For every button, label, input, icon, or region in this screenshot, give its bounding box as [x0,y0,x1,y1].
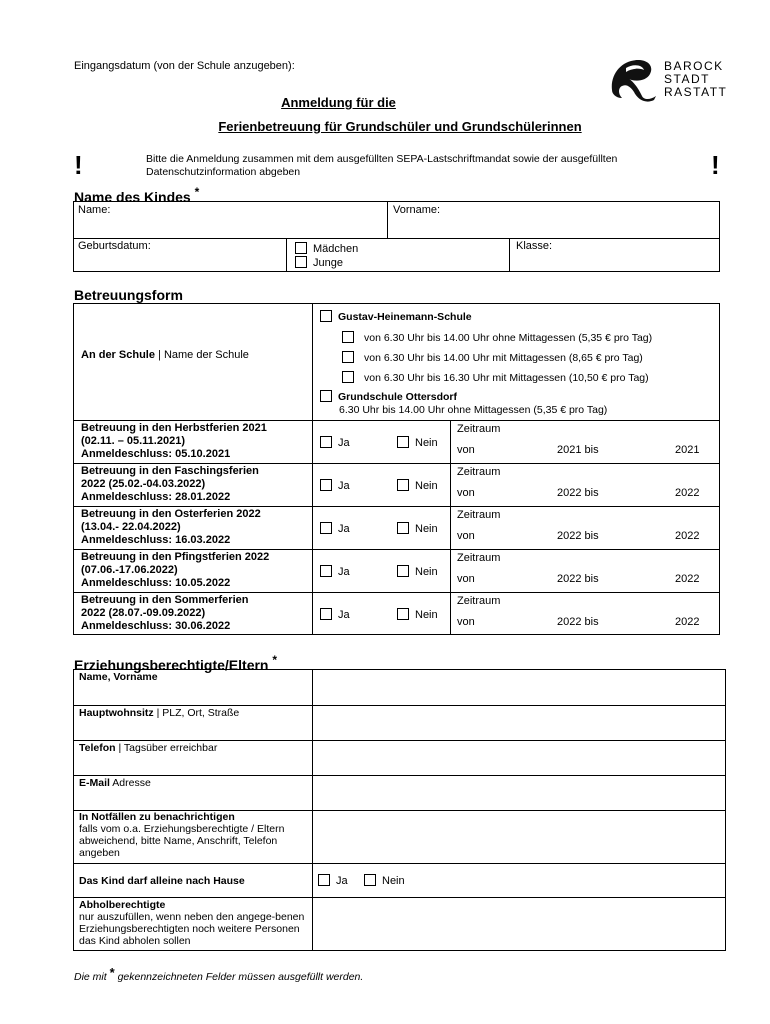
holiday-row [74,549,719,592]
holiday-no[interactable]: Nein [397,608,438,621]
holiday-title: Betreuung in den Osterferien 2022 [81,508,261,520]
period-label: Zeitraum [457,552,501,564]
period-label: Zeitraum [457,423,501,435]
from-label: von [457,487,475,499]
required-asterisk: * [194,185,200,199]
period-end: 2021 [675,444,700,456]
boy-checkbox[interactable] [295,256,307,268]
holiday-no[interactable]: Nein [397,479,438,492]
logo-line-3: RASTATT [664,85,728,99]
holiday-no-checkbox[interactable] [397,565,409,577]
holiday-no-checkbox[interactable] [397,479,409,491]
period-label: Zeitraum [457,466,501,478]
period-mid: 2022 bis [557,530,599,542]
period-end: 2022 [675,530,700,542]
child-box [73,201,720,272]
notice-mark-right: ! [711,150,720,180]
holiday-deadline: Anmeldeschluss: 28.01.2022 [81,491,231,503]
class-label: Klasse: [516,240,553,252]
child-name-label: Name: [78,204,111,216]
holiday-deadline: Anmeldeschluss: 05.10.2021 [81,448,231,460]
holiday-title: Betreuung in den Sommerferien [81,594,249,606]
school1-checkbox[interactable] [320,310,332,322]
school2-option[interactable]: Grundschule Ottersdorf [320,390,457,403]
holiday-yes[interactable]: Ja [320,608,350,621]
email-label: E-Mail Adresse [79,777,151,789]
period-mid: 2021 bis [557,444,599,456]
required-asterisk: * [109,965,115,980]
receipt-date-label: Eingangsdatum (von der Schule anzugeben): [74,60,295,72]
holiday-deadline: Anmeldeschluss: 16.03.2022 [81,534,231,546]
notice-text: Bitte die Anmeldung zusammen mit dem ausgefüllten SEPA-Lastschriftmandat sowie der ausgefüllten Datenschutzinformation abgeben [146,153,618,178]
alone-yes-checkbox[interactable] [318,874,330,886]
school1-option[interactable]: Gustav-Heinemann-Schule [320,310,472,323]
phone-label: Telefon | Tagsüber erreichbar [79,742,218,754]
holiday-row [74,420,719,463]
alone-no[interactable]: Nein [364,874,405,887]
holiday-dates: 2022 (28.07.-09.09.2022) [81,607,206,619]
logo-line-2: STADT [664,72,710,86]
holiday-yes[interactable]: Ja [320,479,350,492]
footer-note: Die mit * gekennzeichneten Felder müssen ausgefüllt werden. [74,965,364,983]
period-end: 2022 [675,573,700,585]
birthdate-field[interactable] [78,254,278,268]
holiday-title: Betreuung in den Faschingsferien [81,465,259,477]
birthdate-label: Geburtsdatum: [78,240,151,252]
girl-checkbox[interactable] [295,242,307,254]
from-label: von [457,573,475,585]
holiday-title: Betreuung in den Herbstferien 2021 [81,422,267,434]
class-field[interactable] [516,254,706,268]
option3[interactable]: von 6.30 Uhr bis 16.30 Uhr mit Mittagessen (10,50 € pro Tag) [342,371,649,384]
option1[interactable]: von 6.30 Uhr bis 14.00 Uhr ohne Mittagessen (5,35 € pro Tag) [342,331,652,344]
holiday-yes-checkbox[interactable] [320,479,332,491]
period-mid: 2022 bis [557,616,599,628]
holiday-no-checkbox[interactable] [397,608,409,620]
girl-label: Mädchen [313,243,359,255]
care-section-title: Betreuungsform [74,287,183,303]
parent-name-field[interactable] [317,674,717,702]
parent-name-label: Name, Vorname [79,671,158,683]
child-firstname-field[interactable] [393,220,713,234]
holiday-yes-checkbox[interactable] [320,522,332,534]
school2-option-text: 6.30 Uhr bis 14.00 Uhr ohne Mittagessen (5,35 € pro Tag) [339,404,608,416]
holiday-title: Betreuung in den Pfingstferien 2022 [81,551,270,563]
option3-checkbox[interactable] [342,371,354,383]
holiday-yes-checkbox[interactable] [320,436,332,448]
title-line-1: Anmeldung für die [281,95,396,110]
holiday-row [74,506,719,549]
residence-field[interactable] [317,709,717,737]
parents-box [73,669,726,951]
period-label: Zeitraum [457,595,501,607]
period-mid: 2022 bis [557,487,599,499]
parents-section-title: Erziehungsberechtigte/Eltern * [74,653,278,673]
care-box [73,303,720,635]
option1-checkbox[interactable] [342,331,354,343]
holiday-deadline: Anmeldeschluss: 30.06.2022 [81,620,231,632]
holiday-no[interactable]: Nein [397,565,438,578]
from-label: von [457,616,475,628]
option2[interactable]: von 6.30 Uhr bis 14.00 Uhr mit Mittagessen (8,65 € pro Tag) [342,351,643,364]
option2-checkbox[interactable] [342,351,354,363]
emergency-field[interactable] [317,815,717,859]
period-end: 2022 [675,616,700,628]
period-end: 2022 [675,487,700,499]
holiday-row [74,463,719,506]
period-label: Zeitraum [457,509,501,521]
required-asterisk: * [272,653,278,667]
holiday-dates: (02.11. – 05.11.2021) [81,435,185,447]
holiday-row [74,592,719,634]
child-name-field[interactable] [78,220,378,234]
holiday-deadline: Anmeldeschluss: 10.05.2022 [81,577,231,589]
child-firstname-label: Vorname: [393,204,441,216]
title-line-2: Ferienbetreuung für Grundschüler und Grundschülerinnen [218,119,582,134]
school2-checkbox[interactable] [320,390,332,402]
holiday-no[interactable]: Nein [397,522,438,535]
holiday-dates: (07.06.-17.06.2022) [81,564,178,576]
holiday-yes-checkbox[interactable] [320,565,332,577]
holiday-no[interactable]: Nein [397,436,438,449]
alone-yes[interactable]: Ja [318,874,348,887]
boy-option[interactable] [295,256,343,269]
email-field[interactable] [317,779,717,807]
residence-label: Hauptwohnsitz | PLZ, Ort, Straße [79,707,240,719]
holiday-yes-checkbox[interactable] [320,608,332,620]
holiday-yes[interactable]: Ja [320,565,350,578]
holiday-no-checkbox[interactable] [397,522,409,534]
holiday-yes[interactable]: Ja [320,436,350,449]
from-label: von [457,530,475,542]
girl-option[interactable] [295,242,358,255]
period-mid: 2022 bis [557,573,599,585]
logo-line-1: BAROCK [664,59,724,73]
notice-mark-left: ! [74,150,83,180]
pickup-label: Abholberechtigte nur auszufüllen, wenn neben den angege-benen Erziehungsberechtigten noch weitere Personen das Kind abholen sollen [79,899,305,947]
phone-field[interactable] [317,744,717,772]
holiday-yes[interactable]: Ja [320,522,350,535]
holiday-dates: (13.04.- 22.04.2022) [81,521,181,533]
holiday-no-checkbox[interactable] [397,436,409,448]
holiday-dates: 2022 (25.02.-04.03.2022) [81,478,206,490]
boy-label: Junge [313,257,343,269]
school-label: An der Schule | Name der Schule [81,349,249,361]
pickup-field[interactable] [317,901,717,945]
alone-no-checkbox[interactable] [364,874,376,886]
from-label: von [457,444,475,456]
child-section-title: Name des Kindes * [74,185,200,205]
alone-label: Das Kind darf alleine nach Hause [79,875,245,887]
emergency-label: In Notfällen zu benachrichtigen falls vom o.a. Erziehungsberechtigte / Eltern abweichend, bitte Name, Anschrift, Telefon angeben [79,811,285,859]
